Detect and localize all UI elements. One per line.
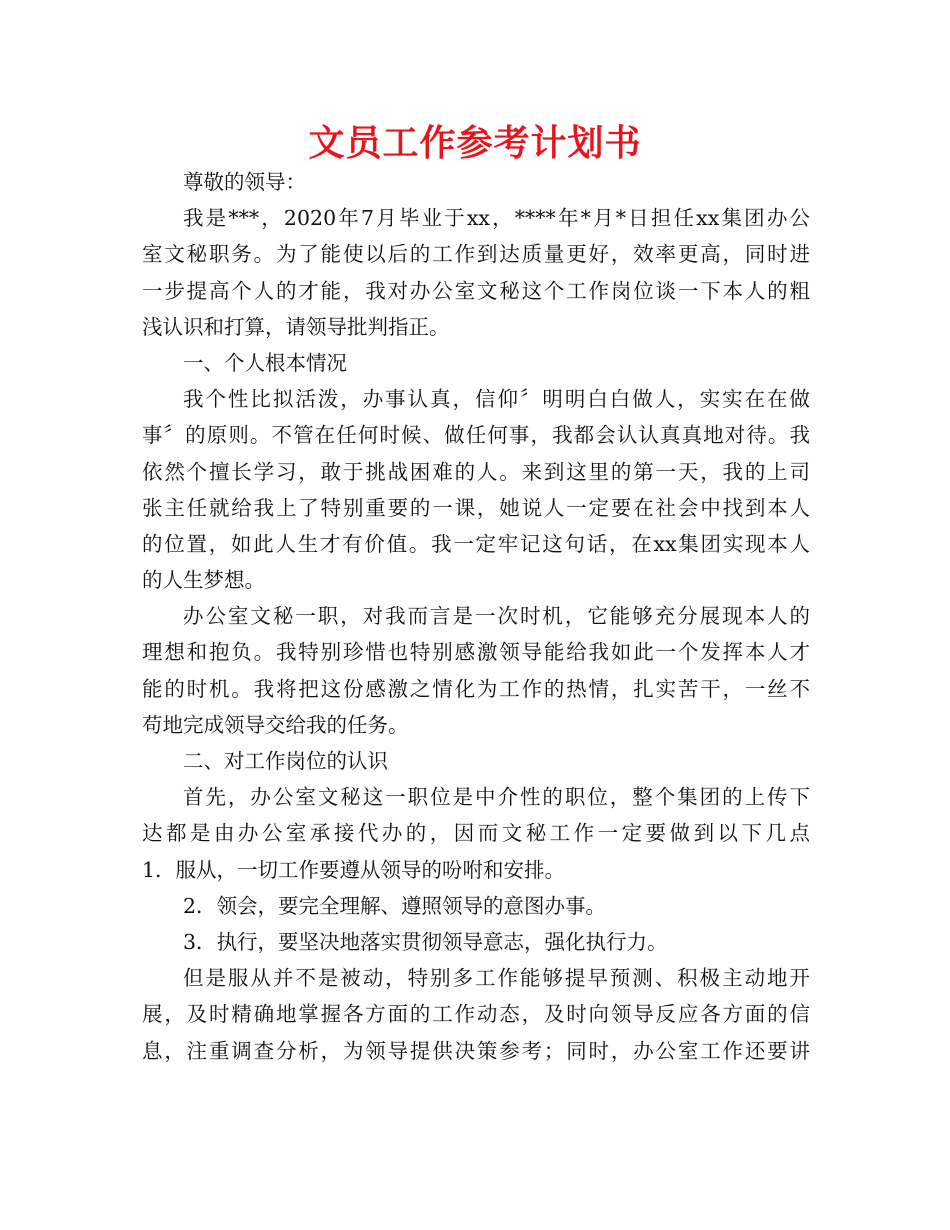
paragraph-line: 我个性比拟活泼，办事认真，信仰〞明明白白做人，实实在在做 <box>183 387 810 412</box>
document-body <box>142 164 810 1069</box>
list-item: 2．领会，要完全理解、遵照领导的意图办事。 <box>183 893 607 918</box>
section-heading: 二、对工作岗位的认识 <box>183 749 388 773</box>
paragraph-line: 展，及时精确地掌握各方面的工作动态，及时向领导反应各方面的信 <box>142 1002 810 1027</box>
paragraph-line: 苟地完成领导交给我的任务。 <box>142 712 409 737</box>
paragraph-line: 首先，办公室文秘这一职位是中介性的职位，整个集团的上传下 <box>183 785 810 810</box>
paragraph-line: 能的时机。我将把这份感激之情化为工作的热情，扎实苦干，一丝不 <box>142 676 810 701</box>
paragraph-line: 达都是由办公室承接代办的，因而文秘工作一定要做到以下几点 <box>142 821 810 846</box>
section-heading: 一、个人根本情况 <box>183 350 347 375</box>
paragraph-line: 我是***，2020年7月毕业于xx，****年*月*日担任xx集团办公 <box>183 206 810 231</box>
paragraph-line: 的位置，如此人生才有价值。我一定牢记这句话，在xx集团实现本人 <box>142 531 810 556</box>
paragraph-line: 一步提高个人的才能，我对办公室文秘这个工作岗位谈一下本人的粗 <box>142 278 810 303</box>
paragraph-line: 依然个擅长学习，敢于挑战困难的人。来到这里的第一天，我的上司 <box>142 459 810 484</box>
paragraph-line: 的人生梦想。 <box>142 568 265 593</box>
list-item: 3．执行，要坚决地落实贯彻领导意志，强化执行力。 <box>183 929 668 954</box>
paragraph-line: 理想和抱负。我特别珍惜也特别感激领导能给我如此一个发挥本人才 <box>142 640 810 665</box>
paragraph-line: 办公室文秘一职，对我而言是一次时机，它能够充分展现本人的 <box>183 604 810 629</box>
salutation-line: 尊敬的领导： <box>183 170 306 194</box>
list-item: 1．服从，一切工作要遵从领导的吩咐和安排。 <box>142 857 566 882</box>
document-title: 文员工作参考计划书 <box>308 123 642 164</box>
paragraph-line: 息，注重调查分析，为领导提供决策参考；同时，办公室工作还要讲 <box>142 1038 810 1063</box>
paragraph-line: 浅认识和打算，请领导批判指正。 <box>142 314 450 339</box>
paragraph-line: 张主任就给我上了特别重要的一课，她说人一定要在社会中找到本人 <box>142 495 810 520</box>
paragraph-line: 但是服从并不是被动，特别多工作能够提早预测、积极主动地开 <box>183 966 810 991</box>
paragraph-line: 事〞的原则。不管在任何时候、做任何事，我都会认认真真地对待。我 <box>142 423 810 448</box>
paragraph-line: 室文秘职务。为了能使以后的工作到达质量更好，效率更高，同时进 <box>142 242 810 267</box>
